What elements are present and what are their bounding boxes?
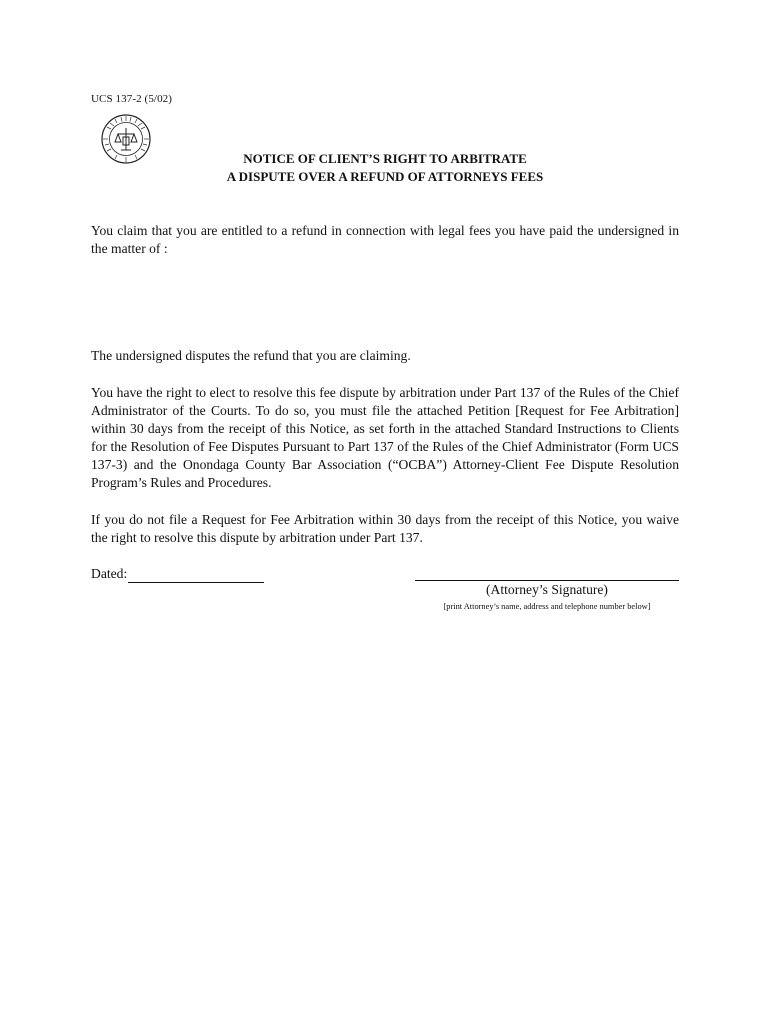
form-id: UCS 137-2 (5/02) bbox=[91, 93, 173, 105]
title-line-1: NOTICE OF CLIENT’S RIGHT TO ARBITRATE bbox=[243, 151, 527, 166]
right-to-arbitrate-paragraph: You have the right to elect to resolve this fee dispute by arbitration under Part 137 of the Rules of the Chief Administrator of the Courts. To do so, you must file the attached Petition [Request for Fee Arbitration] within 30 days from the receipt of this Notice, as set forth in the attached Standard Instructions to Clients for the Resolution of Fee Disputes Pursuant to Part 137 of the Rules of the Chief Administrator (Form UCS 137-3) and the Onondaga County Bar Association (“OCBA”) Attorney-Client Fee Dispute Resolution Program’s Rules and Procedures. bbox=[91, 385, 679, 490]
document-title bbox=[91, 150, 679, 186]
dated-field bbox=[91, 565, 264, 583]
title-line-2: A DISPUTE OVER A REFUND OF ATTORNEYS FEES bbox=[226, 169, 544, 184]
dated-label: Dated: bbox=[91, 566, 128, 581]
waiver-paragraph: If you do not file a Request for Fee Arbitration within 30 days from the receipt of this Notice, you waive the right to resolve this dispute by arbitration under Part 137. bbox=[91, 512, 679, 545]
claim-paragraph: You claim that you are entitled to a refund in connection with legal fees you have paid the undersigned in the matter of : bbox=[91, 223, 679, 256]
signature-label: (Attorney’s Signature) bbox=[486, 582, 608, 597]
dated-blank-line[interactable] bbox=[128, 569, 264, 583]
signature-note: [print Attorney’s name, address and telephone number below] bbox=[443, 602, 651, 611]
dispute-paragraph: The undersigned disputes the refund that you are claiming. bbox=[91, 348, 411, 363]
